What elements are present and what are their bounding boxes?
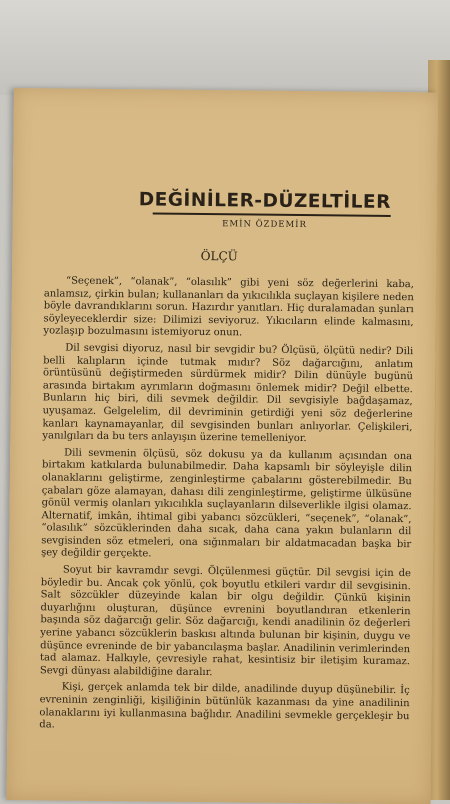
title-rule bbox=[153, 212, 391, 216]
backdrop bbox=[0, 0, 450, 95]
section-heading: ÖLÇÜ bbox=[200, 248, 238, 264]
article-title: DEĞİNİLER-DÜZELTİLER bbox=[138, 189, 391, 213]
article bbox=[39, 188, 415, 740]
article-author: EMİN ÖZDEMİR bbox=[222, 219, 308, 231]
paragraph-3: Dili sevmenin ölçüsü, söz dokusu ya da kullanım açısından ona birtakım katkılarda bulunabilmedir. Daha kapsamlı bir söyleyişle dilin olanaklarını geliştirme, zenginleştirme çabalarını gösterebilmedir. Bu çabaları göze alamayan, dahası dili zenginleştirme, geliştirme ülküsüne gönül vermiş olanları yıkıcılıkla suçlayanların dilseverlikle ilgisi olamaz. Alternatif, imkân, ihtimal gibi yabancı sözcükleri, “seçenek”, “olanak”, “olasılık” sözcüklerinden daha sıcak, daha cana yakın bulanların dil sevgisinden söz etmeleri, ona sığınmaları bir aldatmacadan başka bir şey değildir gerçekte. bbox=[41, 447, 413, 560]
paragraph-1: “Seçenek”, “olanak”, “olasılık” gibi yeni söz değerlerini kaba, anlamsız, çirkin bulan; kullananları da yıkıcılıkla suçlayan kişilere neden böyle davrandıklarını sorun. Hazırdır yanıtları. Hiç duralamadan şunları söyleyeceklerdir size: Dilimizi seviyoruz. Yıkıcıların elinde kalmasını, yozlaşıp bozulmasını istemiyoruz onun. bbox=[43, 275, 415, 339]
book-page bbox=[7, 88, 438, 804]
paragraph-5: Kişi, gerçek anlamda tek bir dilde, anadilinde duyup düşünebilir. İç evreninin zenginliği, kişiliğinin bütünlük kazanması da yine anadilinin olanaklarını iyi kullanmasına bağlıdır. Anadilini sevmekle gerçekleşir bu da. bbox=[39, 681, 410, 731]
article-body bbox=[39, 275, 414, 736]
paragraph-4: Soyut bir kavramdır sevgi. Ölçülenmesi güçtür. Dil sevgisi için de böyledir bu. Ancak çok yönlü, çok boyutlu etkileri vardır dil sevgisinin. Salt sözcükler düzeyinde kalan bir olgu değildir. Çünkü kişinin duyarlığını oluşturan, düşünce evrenini boyutlandıran etkenlerin başında söz dağarcığı gelir. Söz dağarcığı, kendi anadilinin öz değerleri yerine yabancı sözcüklerin baskısı altında bulunan bir kişinin, duygu ve düşünce evreninde de bir yabancılaşma başlar. Anadilinin verimlerinden tad alamaz. Halkıyle, çevresiyle rahat, kesintisiz bir iletişim kuramaz. Sevgi dünyası alabildiğine daralır. bbox=[39, 564, 411, 678]
paragraph-2: Dil sevgisi diyoruz, nasıl bir sevgidir bu? Ölçüsü, ölçütü nedir? Dili belli kalıpların içinde tutmak mıdır? Söz dağarcığını, anlatım örüntüsünü değiştirmeden sürdürmek midir? Dilin dünüyle bugünü arasında birtakım ayrımların doğmasını önlemek midir? Değil elbette. Bunların hiç biri, dili sevmek değildir. Dil sevgisiyle bağdaşamaz, uyuşamaz. Gelgelelim, dil devriminin getirdiği yeni söz değerlerine kanları kaynamayanlar, dil sevgisinden bunları anlıyorlar. Çelişkileri, yanılgıları da bu ters anlayışın üzerine temelleniyor. bbox=[42, 342, 414, 445]
